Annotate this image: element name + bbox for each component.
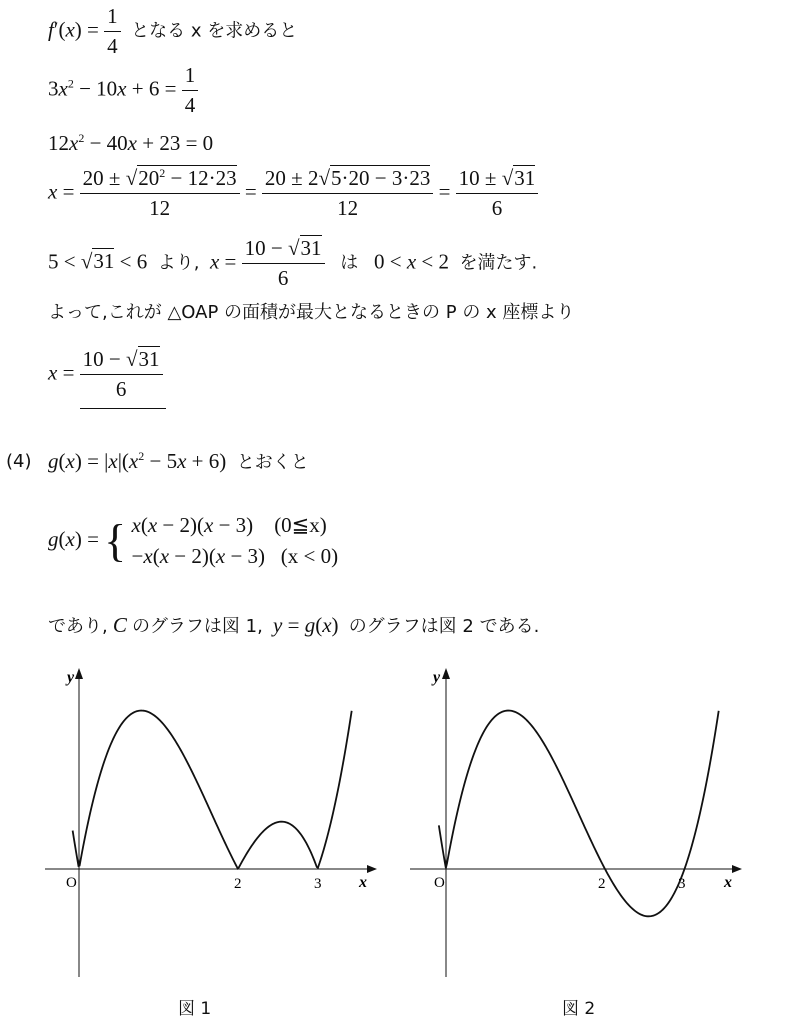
fig1-origin-label: O [66, 875, 77, 891]
piecewise-g: g(x) = { x(x − 2)(x − 3) (0≦x) −x(x − 2)(x − 3) (x < 0) [48, 513, 339, 568]
fig2-y-arrow-icon [442, 668, 450, 679]
answer-underline [80, 408, 166, 409]
answer-x: x = $\frac{10 - √31}{6}$ [48, 347, 163, 402]
fig2-y-label: y [433, 669, 441, 686]
fig2-tick-2: 2 [598, 876, 606, 892]
conclusion-text: よって,これが △OAP の面積が最大となるときの P の x 座標より [48, 302, 575, 323]
figure-2-graph [405, 662, 750, 982]
fig1-y-label: y [67, 669, 75, 686]
fraction-one-quarter: $\frac{1}{4}$ [104, 4, 121, 59]
ha-text: は [340, 252, 359, 274]
figure-2-caption: 図 2 [562, 999, 596, 1019]
fig2-x-arrow-icon [732, 865, 742, 873]
range-check-line: 5 < √31 < 6 より, x = $\frac{10 - √31}{6}$ は 0 < x < 2 を満たす. [48, 236, 538, 290]
statement-prefix: であり, [48, 616, 108, 637]
figure-1-graph [40, 662, 385, 982]
fig1-curve [73, 711, 352, 869]
g-definition: $g(x) = |x|(x^2 - 5x + 6)$ とおくと [48, 449, 309, 473]
figure-1-caption: 図 1 [178, 999, 212, 1019]
line1-suffix: となる x を求めると [131, 20, 298, 42]
fig1-y-arrow-icon [75, 668, 83, 679]
yori-text: より, [157, 252, 200, 274]
fig1-tick-2: 2 [234, 876, 242, 892]
part4-suffix: とおくと [236, 452, 309, 473]
equation-12x2: $12x^2 - 40x + 23 = 0$ [48, 131, 214, 155]
case1-condition: (0≦x) [274, 513, 327, 537]
fig1-tick-3: 3 [314, 876, 322, 892]
line-f-prime-eq: f′(x) = $\frac{1}{4}$ となる x を求めると [48, 4, 298, 58]
statement-end: のグラフは図 2 である. [348, 616, 540, 637]
fig1-x-label: x [359, 874, 367, 891]
statement-mid: のグラフは図 1, [131, 616, 263, 637]
fig2-tick-3: 3 [678, 876, 686, 892]
case2-condition: (x < 0) [280, 544, 339, 568]
part4-label: (4) [6, 451, 32, 472]
figure-statement: であり, C のグラフは図 1, y = g(x) のグラフは図 2 である. [48, 613, 540, 637]
fig2-curve [439, 711, 719, 917]
equation-3x2: $3x^2 - 10x + 6$ = $\frac{1}{4}$ [48, 63, 198, 118]
quadratic-solution: x = $\frac{20 \pm √20^2 - 12\cdot 23}{12}$ = $\frac{20 \pm 2√5\cdot 20 - 3\cdot 23}{12}$ = $\frac{10 \pm √31}{6}$ [48, 166, 538, 221]
satisfy-text: を満たす. [459, 252, 538, 274]
fig1-x-arrow-icon [367, 865, 377, 873]
fig2-x-label: x [724, 874, 732, 891]
fig2-origin-label: O [434, 875, 445, 891]
